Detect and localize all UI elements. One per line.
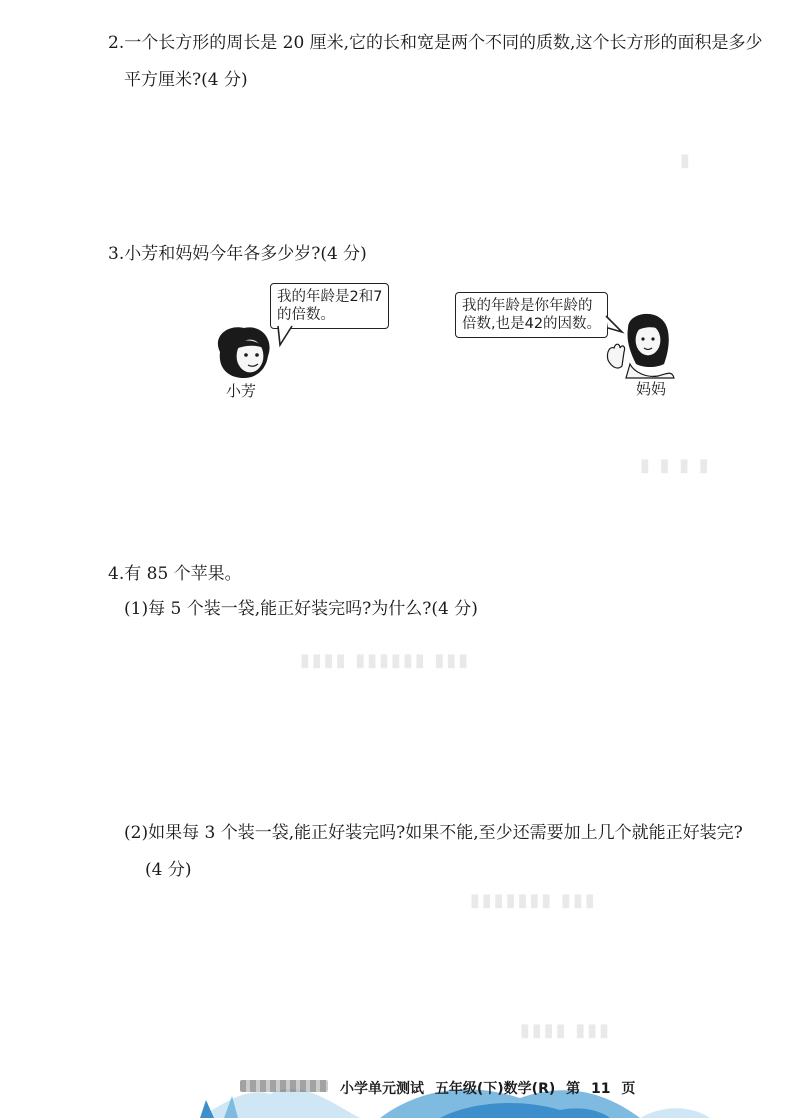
question-2-line-2: 平方厘米?(4 分) xyxy=(124,70,248,90)
blurred-logo xyxy=(240,1080,328,1092)
xiaofang-speech-line-1: 我的年龄是2和7 xyxy=(277,289,383,305)
mom-speech-line-2: 倍数,也是42的因数。 xyxy=(462,316,602,332)
mom-speech-line-1: 我的年龄是你年龄的 xyxy=(462,298,593,314)
bleed-through-area: ▮ xyxy=(680,150,692,171)
bleed-through-area: ▮▮▮▮ ▮▮▮ xyxy=(520,1020,612,1041)
question-3-title: 3.小芳和妈妈今年各多少岁?(4 分) xyxy=(108,244,367,264)
bleed-through-area: ▮▮▮▮▮▮▮ ▮▮▮ xyxy=(470,890,597,911)
mom-name-label: 妈妈 xyxy=(636,380,667,398)
mom-speech-bubble xyxy=(455,292,608,338)
xiaofang-illustration xyxy=(210,322,280,382)
xiaofang-speech-bubble xyxy=(270,283,389,329)
question-4-part-2-line-2: (4 分) xyxy=(145,860,192,880)
bleed-through-area: ▮ ▮ ▮ ▮ xyxy=(640,455,711,476)
page-footer: 小学单元测试 五年级(下)数学(R) 第 11 页 xyxy=(340,1081,636,1097)
question-4-part-2-line-1: (2)如果每 3 个装一袋,能正好装完吗?如果不能,至少还需要加上几个就能正好装完? xyxy=(124,823,743,843)
question-4-part-1: (1)每 5 个装一袋,能正好装完吗?为什么?(4 分) xyxy=(124,599,478,619)
bleed-through-area: ▮▮▮▮ ▮▮▮▮▮▮ ▮▮▮ xyxy=(300,650,471,671)
xiaofang-name-label: 小芳 xyxy=(226,382,257,400)
question-2-line-1: 2.一个长方形的周长是 20 厘米,它的长和宽是两个不同的质数,这个长方形的面积是多少 xyxy=(108,33,763,53)
question-4-title: 4.有 85 个苹果。 xyxy=(108,564,242,584)
xiaofang-speech-line-2: 的倍数。 xyxy=(277,307,335,323)
mom-illustration xyxy=(600,308,680,380)
